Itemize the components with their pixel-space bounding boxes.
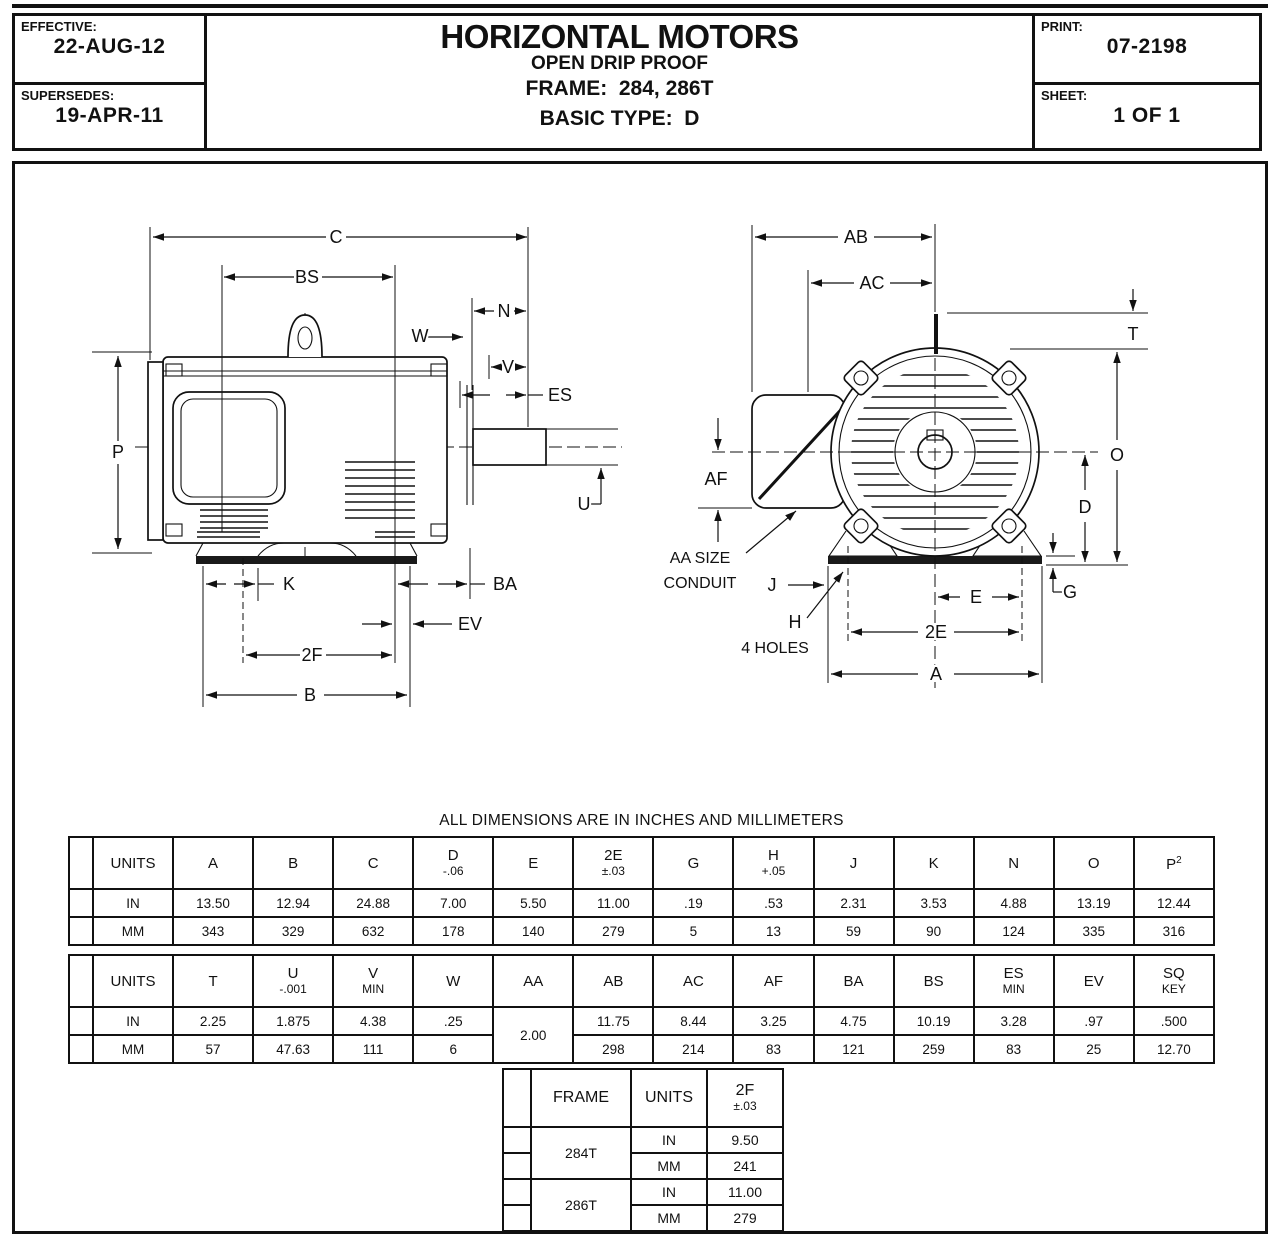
table-cell: 83	[974, 1035, 1054, 1063]
table-cell: 124	[974, 917, 1054, 945]
column-header: UNITS	[93, 837, 173, 889]
table-cell: 2.25	[173, 1007, 253, 1035]
dim-label-ba: BA	[492, 574, 518, 594]
column-header: FRAME	[531, 1069, 631, 1127]
column-header: U -.001	[253, 955, 333, 1007]
effective-label: EFFECTIVE:	[21, 19, 97, 34]
supersedes-label: SUPERSEDES:	[21, 88, 115, 103]
column-header: J	[814, 837, 894, 889]
table-cell	[69, 917, 93, 945]
page-subtitle: OPEN DRIP PROOF	[530, 53, 708, 74]
dim-label-ab: AB	[843, 227, 869, 247]
column-header: O	[1054, 837, 1134, 889]
effective-box	[12, 13, 207, 85]
dim-label-u: U	[577, 494, 591, 514]
table-cell: 3.28	[974, 1007, 1054, 1035]
callout-aa-size: AA SIZE	[669, 550, 731, 567]
table-cell: 1.875	[253, 1007, 333, 1035]
callout-4-holes: 4 HOLES	[741, 640, 809, 657]
table-cell: 140	[493, 917, 573, 945]
column-header: 2E ±.03	[573, 837, 653, 889]
table-cell: 13.50	[173, 889, 253, 917]
table-cell: 121	[814, 1035, 894, 1063]
table-cell: 4.75	[814, 1007, 894, 1035]
column-header: T	[173, 955, 253, 1007]
table-cell: 3.53	[894, 889, 974, 917]
table-cell: 2.00	[493, 1007, 573, 1063]
table-cell: 7.00	[413, 889, 493, 917]
table-row	[69, 1035, 1214, 1063]
sheet-label: SHEET:	[1041, 88, 1088, 103]
table-row	[69, 917, 1214, 945]
dim-label-v: V	[501, 357, 515, 377]
table-cell: .97	[1054, 1007, 1134, 1035]
table-cell: 632	[333, 917, 413, 945]
column-header: D -.06	[413, 837, 493, 889]
dim-label-p: P	[111, 442, 125, 462]
end-view-drawing	[664, 224, 1148, 688]
table-cell: 259	[894, 1035, 974, 1063]
sheet-box	[1032, 82, 1262, 151]
table-cell	[69, 889, 93, 917]
table-cell: 178	[413, 917, 493, 945]
table-cell: 316	[1134, 917, 1214, 945]
dimension-table-2	[68, 954, 1215, 1064]
table-cell: 57	[173, 1035, 253, 1063]
column-header: EV	[1054, 955, 1134, 1007]
dim-label-2e: 2E	[924, 622, 948, 642]
table-cell: 329	[253, 917, 333, 945]
table-cell: IN	[93, 889, 173, 917]
supersedes-value: 19-APR-11	[55, 104, 164, 127]
table-cell: 298	[573, 1035, 653, 1063]
print-box	[1032, 13, 1262, 85]
column-header: AF	[733, 955, 813, 1007]
dim-label-af: AF	[704, 469, 728, 489]
print-label: PRINT:	[1041, 19, 1083, 34]
callout-conduit: CONDUIT	[663, 575, 737, 592]
dim-label-es: ES	[547, 385, 573, 405]
dim-label-o: O	[1109, 445, 1125, 465]
table-cell: 11.00	[573, 889, 653, 917]
table-cell: 59	[814, 917, 894, 945]
table-cell: .25	[413, 1007, 493, 1035]
table-cell: 9.50	[707, 1127, 783, 1153]
dim-label-t: T	[1127, 324, 1139, 344]
dim-label-2f: 2F	[301, 645, 323, 665]
table-cell: 2.31	[814, 889, 894, 917]
table-cell: MM	[93, 1035, 173, 1063]
table-cell: 47.63	[253, 1035, 333, 1063]
table-cell: .500	[1134, 1007, 1214, 1035]
column-header: A	[173, 837, 253, 889]
table-row	[503, 1127, 783, 1153]
dim-label-c: C	[329, 227, 343, 247]
table-cell: 111	[333, 1035, 413, 1063]
header-row	[69, 955, 1214, 1007]
sheet-value: 1 OF 1	[1113, 104, 1181, 127]
column-header: UNITS	[631, 1069, 707, 1127]
table-cell: MM	[93, 917, 173, 945]
column-header: ES MIN	[974, 955, 1054, 1007]
table-cell: .19	[653, 889, 733, 917]
column-header: B	[253, 837, 333, 889]
dim-label-ac: AC	[859, 273, 885, 293]
column-header	[69, 837, 93, 889]
table-cell: 11.00	[707, 1179, 783, 1205]
table-cell: IN	[631, 1179, 707, 1205]
table-cell: MM	[631, 1205, 707, 1231]
table-cell: 6	[413, 1035, 493, 1063]
dim-label-a: A	[929, 664, 943, 684]
dimensions-note: ALL DIMENSIONS ARE IN INCHES AND MILLIMETERS	[439, 812, 844, 829]
table-row	[69, 1007, 1214, 1035]
dim-label-k: K	[282, 574, 296, 594]
table-cell	[69, 1035, 93, 1063]
table-cell: 25	[1054, 1035, 1134, 1063]
table-cell: 343	[173, 917, 253, 945]
table-cell: 8.44	[653, 1007, 733, 1035]
table-cell: 3.25	[733, 1007, 813, 1035]
dim-label-e: E	[969, 587, 983, 607]
table-cell: 335	[1054, 917, 1134, 945]
table-cell: 4.88	[974, 889, 1054, 917]
column-header: G	[653, 837, 733, 889]
page-title: HORIZONTAL MOTORS	[440, 18, 799, 55]
table-cell: 12.70	[1134, 1035, 1214, 1063]
frame-2f-table	[502, 1068, 784, 1232]
title-block	[204, 13, 1035, 151]
table-cell: 12.94	[253, 889, 333, 917]
table-cell: IN	[93, 1007, 173, 1035]
header-row	[69, 837, 1214, 889]
column-header: K	[894, 837, 974, 889]
table-cell: 24.88	[333, 889, 413, 917]
column-header: AC	[653, 955, 733, 1007]
table-cell	[503, 1127, 531, 1153]
dim-label-g: G	[1062, 582, 1078, 602]
dim-label-bs: BS	[294, 267, 320, 287]
table-cell	[503, 1205, 531, 1231]
column-header: UNITS	[93, 955, 173, 1007]
table-cell: 11.75	[573, 1007, 653, 1035]
column-header: H +.05	[733, 837, 813, 889]
column-header: $P^2$	[1134, 837, 1214, 889]
basic-type-line: BASIC TYPE: D	[539, 107, 700, 130]
column-header: 2F ±.03	[707, 1069, 783, 1127]
dim-label-n: N	[497, 301, 511, 321]
column-header	[503, 1069, 531, 1127]
dim-label-w: W	[411, 326, 429, 346]
table-cell: 13.19	[1054, 889, 1134, 917]
table-cell: 5	[653, 917, 733, 945]
dim-label-j: J	[767, 575, 777, 595]
table-cell: MM	[631, 1153, 707, 1179]
column-header: E	[493, 837, 573, 889]
table-cell: IN	[631, 1127, 707, 1153]
table-cell: 13	[733, 917, 813, 945]
effective-value: 22-AUG-12	[53, 35, 166, 58]
table-cell: 279	[707, 1205, 783, 1231]
column-header: V MIN	[333, 955, 413, 1007]
dim-label-d: D	[1078, 497, 1092, 517]
column-header: W	[413, 955, 493, 1007]
table-cell: 90	[894, 917, 974, 945]
frame-line: FRAME: 284, 286T	[525, 77, 714, 100]
table-cell: 5.50	[493, 889, 573, 917]
dimension-drawing	[15, 175, 1260, 805]
table-cell: 12.44	[1134, 889, 1214, 917]
table-cell: .53	[733, 889, 813, 917]
column-header: AA	[493, 955, 573, 1007]
column-header: BA	[814, 955, 894, 1007]
table-cell: 10.19	[894, 1007, 974, 1035]
table-cell: 4.38	[333, 1007, 413, 1035]
table-cell	[503, 1153, 531, 1179]
dimension-table-1	[68, 836, 1215, 946]
table-cell: 214	[653, 1035, 733, 1063]
header-row	[503, 1069, 783, 1127]
table-cell	[503, 1179, 531, 1205]
table-cell	[69, 1007, 93, 1035]
column-header	[69, 955, 93, 1007]
column-header: C	[333, 837, 413, 889]
table-cell: 279	[573, 917, 653, 945]
table-row	[503, 1179, 783, 1205]
column-header: N	[974, 837, 1054, 889]
table-cell: 241	[707, 1153, 783, 1179]
column-header: BS	[894, 955, 974, 1007]
table-cell: 83	[733, 1035, 813, 1063]
dim-label-h: H	[788, 612, 802, 632]
dim-label-b: B	[303, 685, 317, 705]
dim-label-ev: EV	[457, 614, 483, 634]
column-header: AB	[573, 955, 653, 1007]
column-header: SQ KEY	[1134, 955, 1214, 1007]
table-cell: 284T	[531, 1127, 631, 1179]
print-value: 07-2198	[1106, 35, 1188, 58]
table-cell: 286T	[531, 1179, 631, 1231]
side-view-drawing	[92, 227, 622, 707]
top-border	[12, 4, 1268, 8]
table-row	[69, 889, 1214, 917]
supersedes-box	[12, 82, 207, 151]
